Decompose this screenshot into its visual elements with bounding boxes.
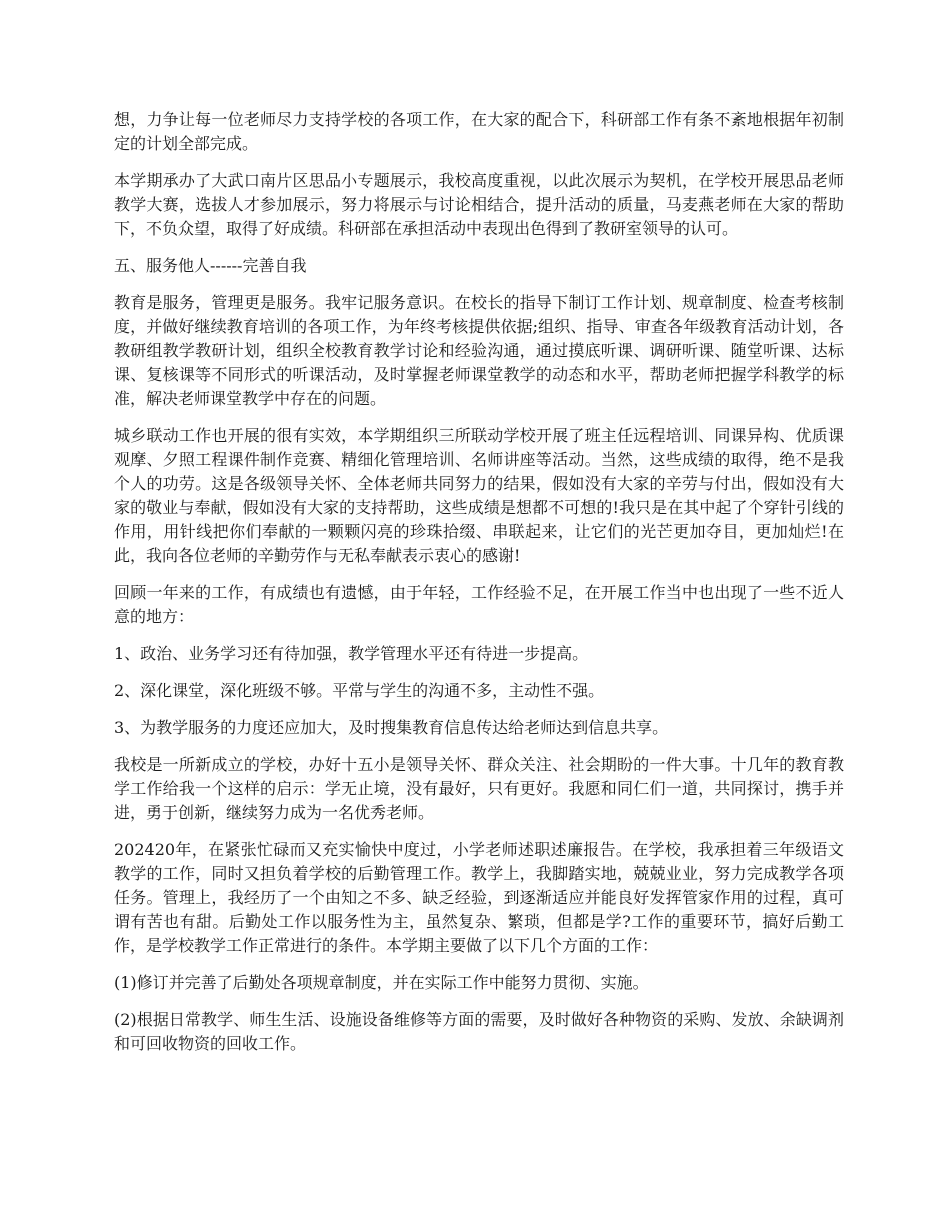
paragraph-urban-rural-linkage: 城乡联动工作也开展的很有实效，本学期组织三所联动学校开展了班主任远程培训、同课异构、优质课观摩、夕照工程课件制作竞赛、精细化管理培训、名师讲座等活动。当然，这些成绩的取得，绝不是我个人的功劳。这是各级领导关怀、全体老师共同努力的结果，假如没有大家的辛劳与付出，假如没有大家的敬业与奉献，假如没有大家的支持帮助，这些成绩是想都不可想的!我只是在其中起了个穿针引线的作用，用针线把你们奉献的一颗颗闪亮的珍珠拾缀、串联起来，让它们的光芒更加夺目，更加灿烂!在此，我向各位老师的辛勤劳作与无私奉献表示衷心的感谢! — [114, 426, 844, 565]
paragraph-annual-report: 202420年，在紧张忙碌而又充实愉快中度过，小学老师述职述廉报告。在学校，我承担着三年级语文教学的工作，同时又担负着学校的后勤管理工作。教学上，我脚踏实地，兢兢业业，努力完成教学各项任务。管理上，我经历了一个由知之不多、缺乏经验，到逐渐适应并能良好发挥管家作用的过程，真可谓有苦也有甜。后勤处工作以服务性为主，虽然复杂、繁琐，但都是学?工作的重要环节，搞好后勤工作，是学校教学工作正常进行的条件。本学期主要做了以下几个方面的工作： — [114, 840, 844, 955]
list-item-shortcoming-2: 2、深化课堂，深化班级不够。平常与学生的沟通不多，主动性不强。 — [114, 681, 605, 700]
paragraph-service-management: 教育是服务，管理更是服务。我牢记服务意识。在校长的指导下制订工作计划、规章制度、检查考核制度，并做好继续教育培训的各项工作，为年终考核提供依据;组织、指导、审查各年级教育活动计划，各教研组教学教研计划，组织全校教育教学讨论和经验沟通，通过摸底听课、调研听课、随堂听课、达标课、复核课等不同形式的听课活动，及时掌握老师课堂教学的动态和水平，帮助老师把握学科教学的标准，解决老师课堂教学中存在的问题。 — [114, 293, 844, 408]
paragraph-school-outlook: 我校是一所新成立的学校，办好十五小是领导关怀、群众关注、社会期盼的一件大事。十几年的教育教学工作给我一个这样的启示：学无止境，没有最好，只有更好。我愿和同仁们一道，共同探讨，携手并进，勇于创新，继续努力成为一名优秀老师。 — [114, 755, 844, 822]
paragraph-work-completion: 想，力争让每一位老师尽力支持学校的各项工作，在大家的配合下，科研部工作有条不紊地根据年初制定的计划全部完成。 — [114, 110, 844, 153]
section-heading-service: 五、服务他人------完善自我 — [114, 256, 307, 275]
document-body — [114, 108, 844, 1069]
paragraph-review-intro: 回顾一年来的工作，有成绩也有遗憾，由于年轻，工作经验不足，在开展工作当中也出现了一些不近人意的地方： — [114, 583, 844, 626]
list-item-shortcoming-3: 3、为教学服务的力度还应加大，及时搜集教育信息传达给老师达到信息共享。 — [114, 718, 669, 737]
list-item-logistics-2: (2)根据日常教学、师生生活、设施设备维修等方面的需要，及时做好各种物资的采购、发放、余缺调剂和可回收物资的回收工作。 — [114, 1010, 844, 1053]
list-item-logistics-1: (1)修订并完善了后勤处各项规章制度，并在实际工作中能努力贯彻、实施。 — [114, 973, 649, 992]
paragraph-showcase-event: 本学期承办了大武口南片区思品小专题展示，我校高度重视，以此次展示为契机，在学校开展思品老师教学大赛，选拔人才参加展示，努力将展示与讨论相结合，提升活动的质量，马麦燕老师在大家的帮助下，不负众望，取得了好成绩。科研部在承担活动中表现出色得到了教研室领导的认可。 — [114, 171, 844, 238]
list-item-shortcoming-1: 1、政治、业务学习还有待加强，教学管理水平还有待进一步提高。 — [114, 644, 589, 663]
